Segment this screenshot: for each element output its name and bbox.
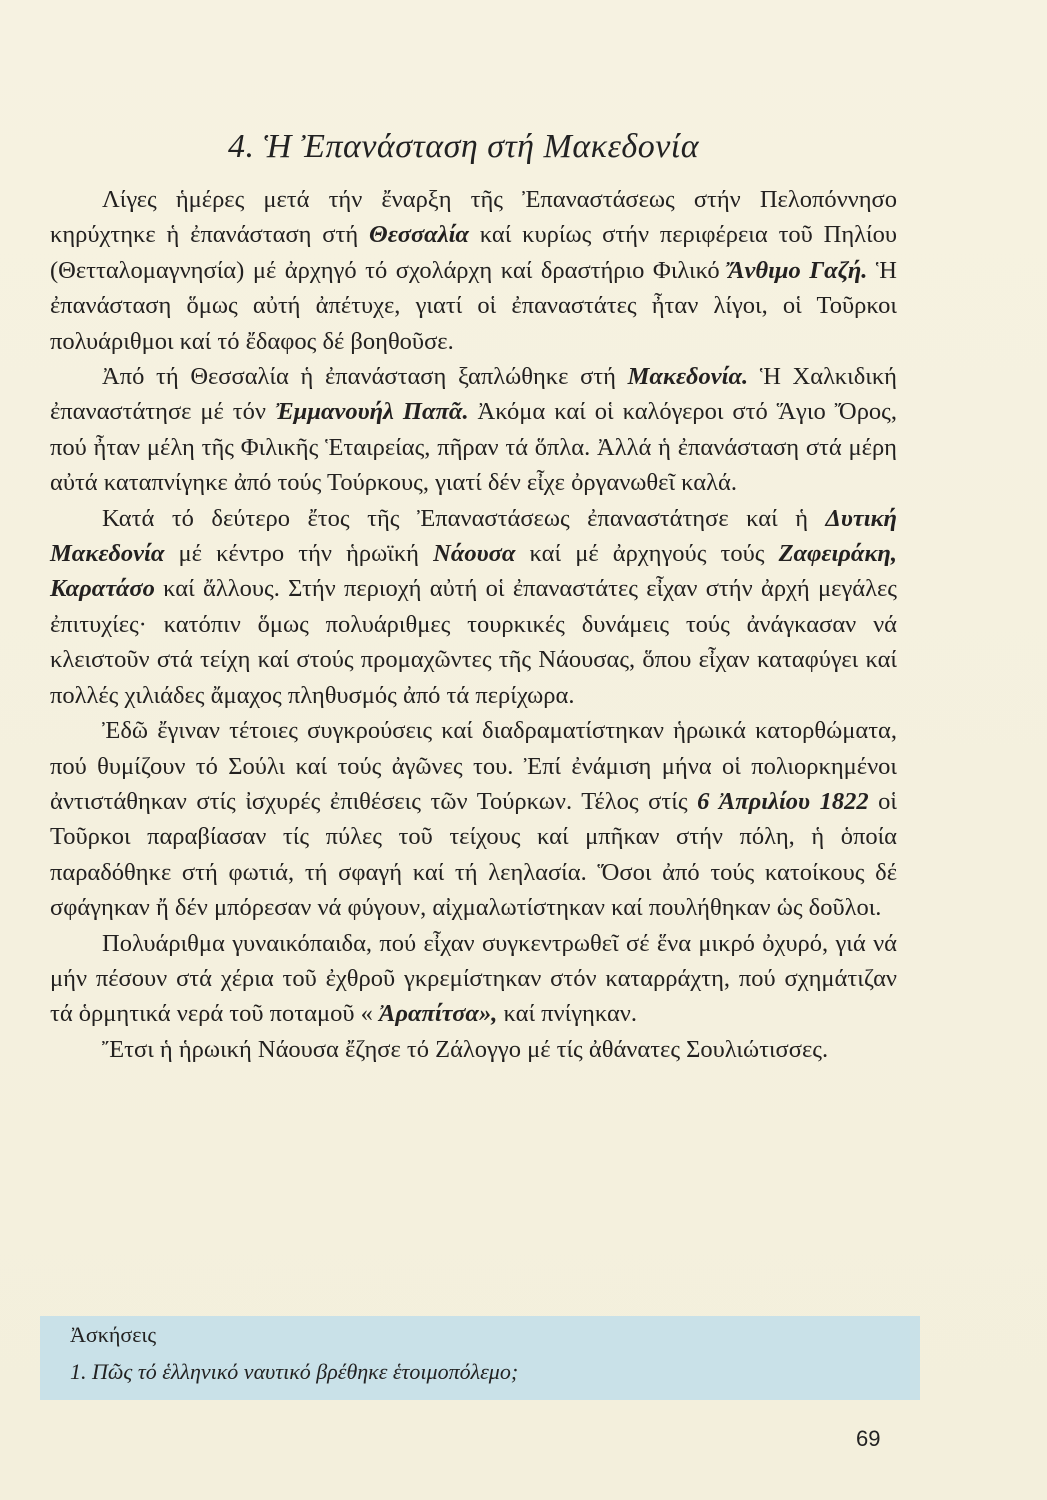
text-segment: Ἀπό τή Θεσσαλία ἡ ἐπανάσταση ξαπλώθηκε στή bbox=[102, 363, 628, 391]
text-segment: καί κυρίως στήν περιφέρεια τοῦ Πηλίου (Θετταλομαγνησία) μέ ἀρχηγό τό σχολάρχη καί δραστήριο Φιλικό bbox=[50, 221, 897, 284]
person-name: Ζαφειράκη, Καρατάσο bbox=[50, 540, 897, 603]
paragraph bbox=[50, 501, 897, 713]
river-name: Ἀραπίτσα», bbox=[378, 1000, 498, 1028]
chapter-title: 4. Ἡ Ἐπανάσταση στή Μακεδονία bbox=[228, 128, 700, 165]
paragraph bbox=[50, 1032, 897, 1067]
paragraph bbox=[50, 182, 897, 359]
person-name: Ἄνθιμο Γαζή. bbox=[728, 256, 868, 284]
place-name: Δυτική Μακεδονία bbox=[50, 504, 897, 568]
person-name: Ἐμμανουήλ Παπᾶ. bbox=[274, 398, 469, 426]
text-segment: οἱ Τοῦρκοι παραβίασαν τίς πύλες τοῦ τείχους καί μπῆκαν στήν πόλη, ἡ ὁποία παραδόθηκε στή φωτιά, τή σφαγή καί τή λεηλασία. Ὅσοι ἀπό τούς κατοίκους δέ σφάγηκαν ἤ δέν μπόρεσαν νά φύγουν, αἰχμαλωτίστηκαν καί πουλήθηκαν ὡς δοῦλοι. bbox=[50, 787, 898, 922]
text-segment: Λίγες ἡμέρες μετά τήν ἔναρξη τῆς Ἐπαναστάσεως στήν Πελοπόννησο κηρύχτηκε ἡ ἐπανάσταση στή bbox=[50, 186, 897, 249]
text-segment: Κατά τό δεύτερο ἔτος τῆς Ἐπαναστάσεως ἐπαναστάτησε καί ἡ bbox=[102, 504, 826, 532]
paragraph bbox=[50, 926, 897, 1032]
text-segment: Ἔτσι ἡ ἡρωική Νάουσα ἔζησε τό Ζάλογγο μέ τίς ἀθάνατες Σουλιώτισσες. bbox=[102, 1035, 829, 1063]
text-segment: Ἡ ἐπανάσταση ὅμως αὐτή ἀπέτυχε, γιατί οἱ ἐπαναστάτες ἦταν λίγοι, οἱ Τοῦρκοι πολυάριθμοι καί τό ἔδαφος δέ βοηθοῦσε. bbox=[50, 256, 897, 355]
page-number: 69 bbox=[856, 1426, 881, 1451]
place-name: Νάουσα bbox=[433, 540, 516, 568]
paragraph bbox=[50, 713, 897, 925]
exercise-item: 1. Πῶς τό ἑλληνικό ναυτικό βρέθηκε ἑτοιμοπόλεμο; bbox=[70, 1359, 519, 1384]
exercises-box bbox=[40, 1316, 920, 1400]
exercises-title: Ἀσκήσεις bbox=[70, 1322, 157, 1347]
text-segment: Ἡ Χαλκιδική ἐπαναστάτησε μέ τόν bbox=[50, 363, 897, 426]
place-name: Μακεδονία. bbox=[627, 363, 749, 391]
date: 6 Ἀπριλίου 1822 bbox=[697, 787, 869, 815]
text-segment: μέ κέντρο τήν ἡρωϊκή bbox=[164, 540, 434, 568]
text-segment: καί ἄλλους. Στήν περιοχή αὐτή οἱ ἐπαναστάτες εἶχαν στήν ἀρχή μεγάλες ἐπιτυχίες· κατόπιν ὅμως πολυάριθμες τουρκικές δυνάμεις τούς ἀνάγκασαν νά κλειστοῦν στά τείχη καί στούς προμαχῶντες τῆς Νάουσας, ὅπου εἶχαν καταφύγει καί πολλές χιλιάδες ἄμαχος πληθυσμός ἀπό τά περίχωρα. bbox=[50, 575, 897, 709]
paragraph bbox=[50, 359, 897, 501]
text-segment: Ἐδῶ ἔγιναν τέτοιες συγκρούσεις καί διαδραματίστηκαν ἡρωικά κατορθώματα, πού θυμίζουν τό Σούλι καί τούς ἀγῶνες του. Ἐπί ἐνάμιση μήνα οἱ πολιορκημένοι ἀντιστάθηκαν στίς ἰσχυρές ἐπιθέσεις τῶν Τούρκων. Τέλος στίς bbox=[50, 717, 897, 815]
place-name: Θεσσαλία bbox=[369, 221, 469, 249]
chapter-body bbox=[50, 182, 897, 1067]
text-segment: καί πνίγηκαν. bbox=[497, 1000, 638, 1028]
text-segment: καί μέ ἀρχηγούς τούς bbox=[515, 540, 779, 568]
text-segment: Πολυάριθμα γυναικόπαιδα, πού εἶχαν συγκεντρωθεῖ σέ ἕνα μικρό ὀχυρό, γιά νά μήν πέσουν στά χέρια τοῦ ἐχθροῦ γκρεμίστηκαν στόν καταρράχτη, πού σχημάτιζαν τά ὁρμητικά νερά τοῦ ποταμοῦ « bbox=[50, 929, 897, 1028]
text-segment: Ἀκόμα καί οἱ καλόγεροι στό Ἅγιο Ὄρος, πού ἦταν μέλη τῆς Φιλικῆς Ἑταιρείας, πῆραν τά ὅπλα. Ἀλλά ἡ ἐπανάσταση στά μέρη αὐτά καταπνίγηκε ἀπό τούς Τούρκους, γιατί δέν εἶχε ὀργανωθεῖ καλά. bbox=[50, 398, 897, 497]
